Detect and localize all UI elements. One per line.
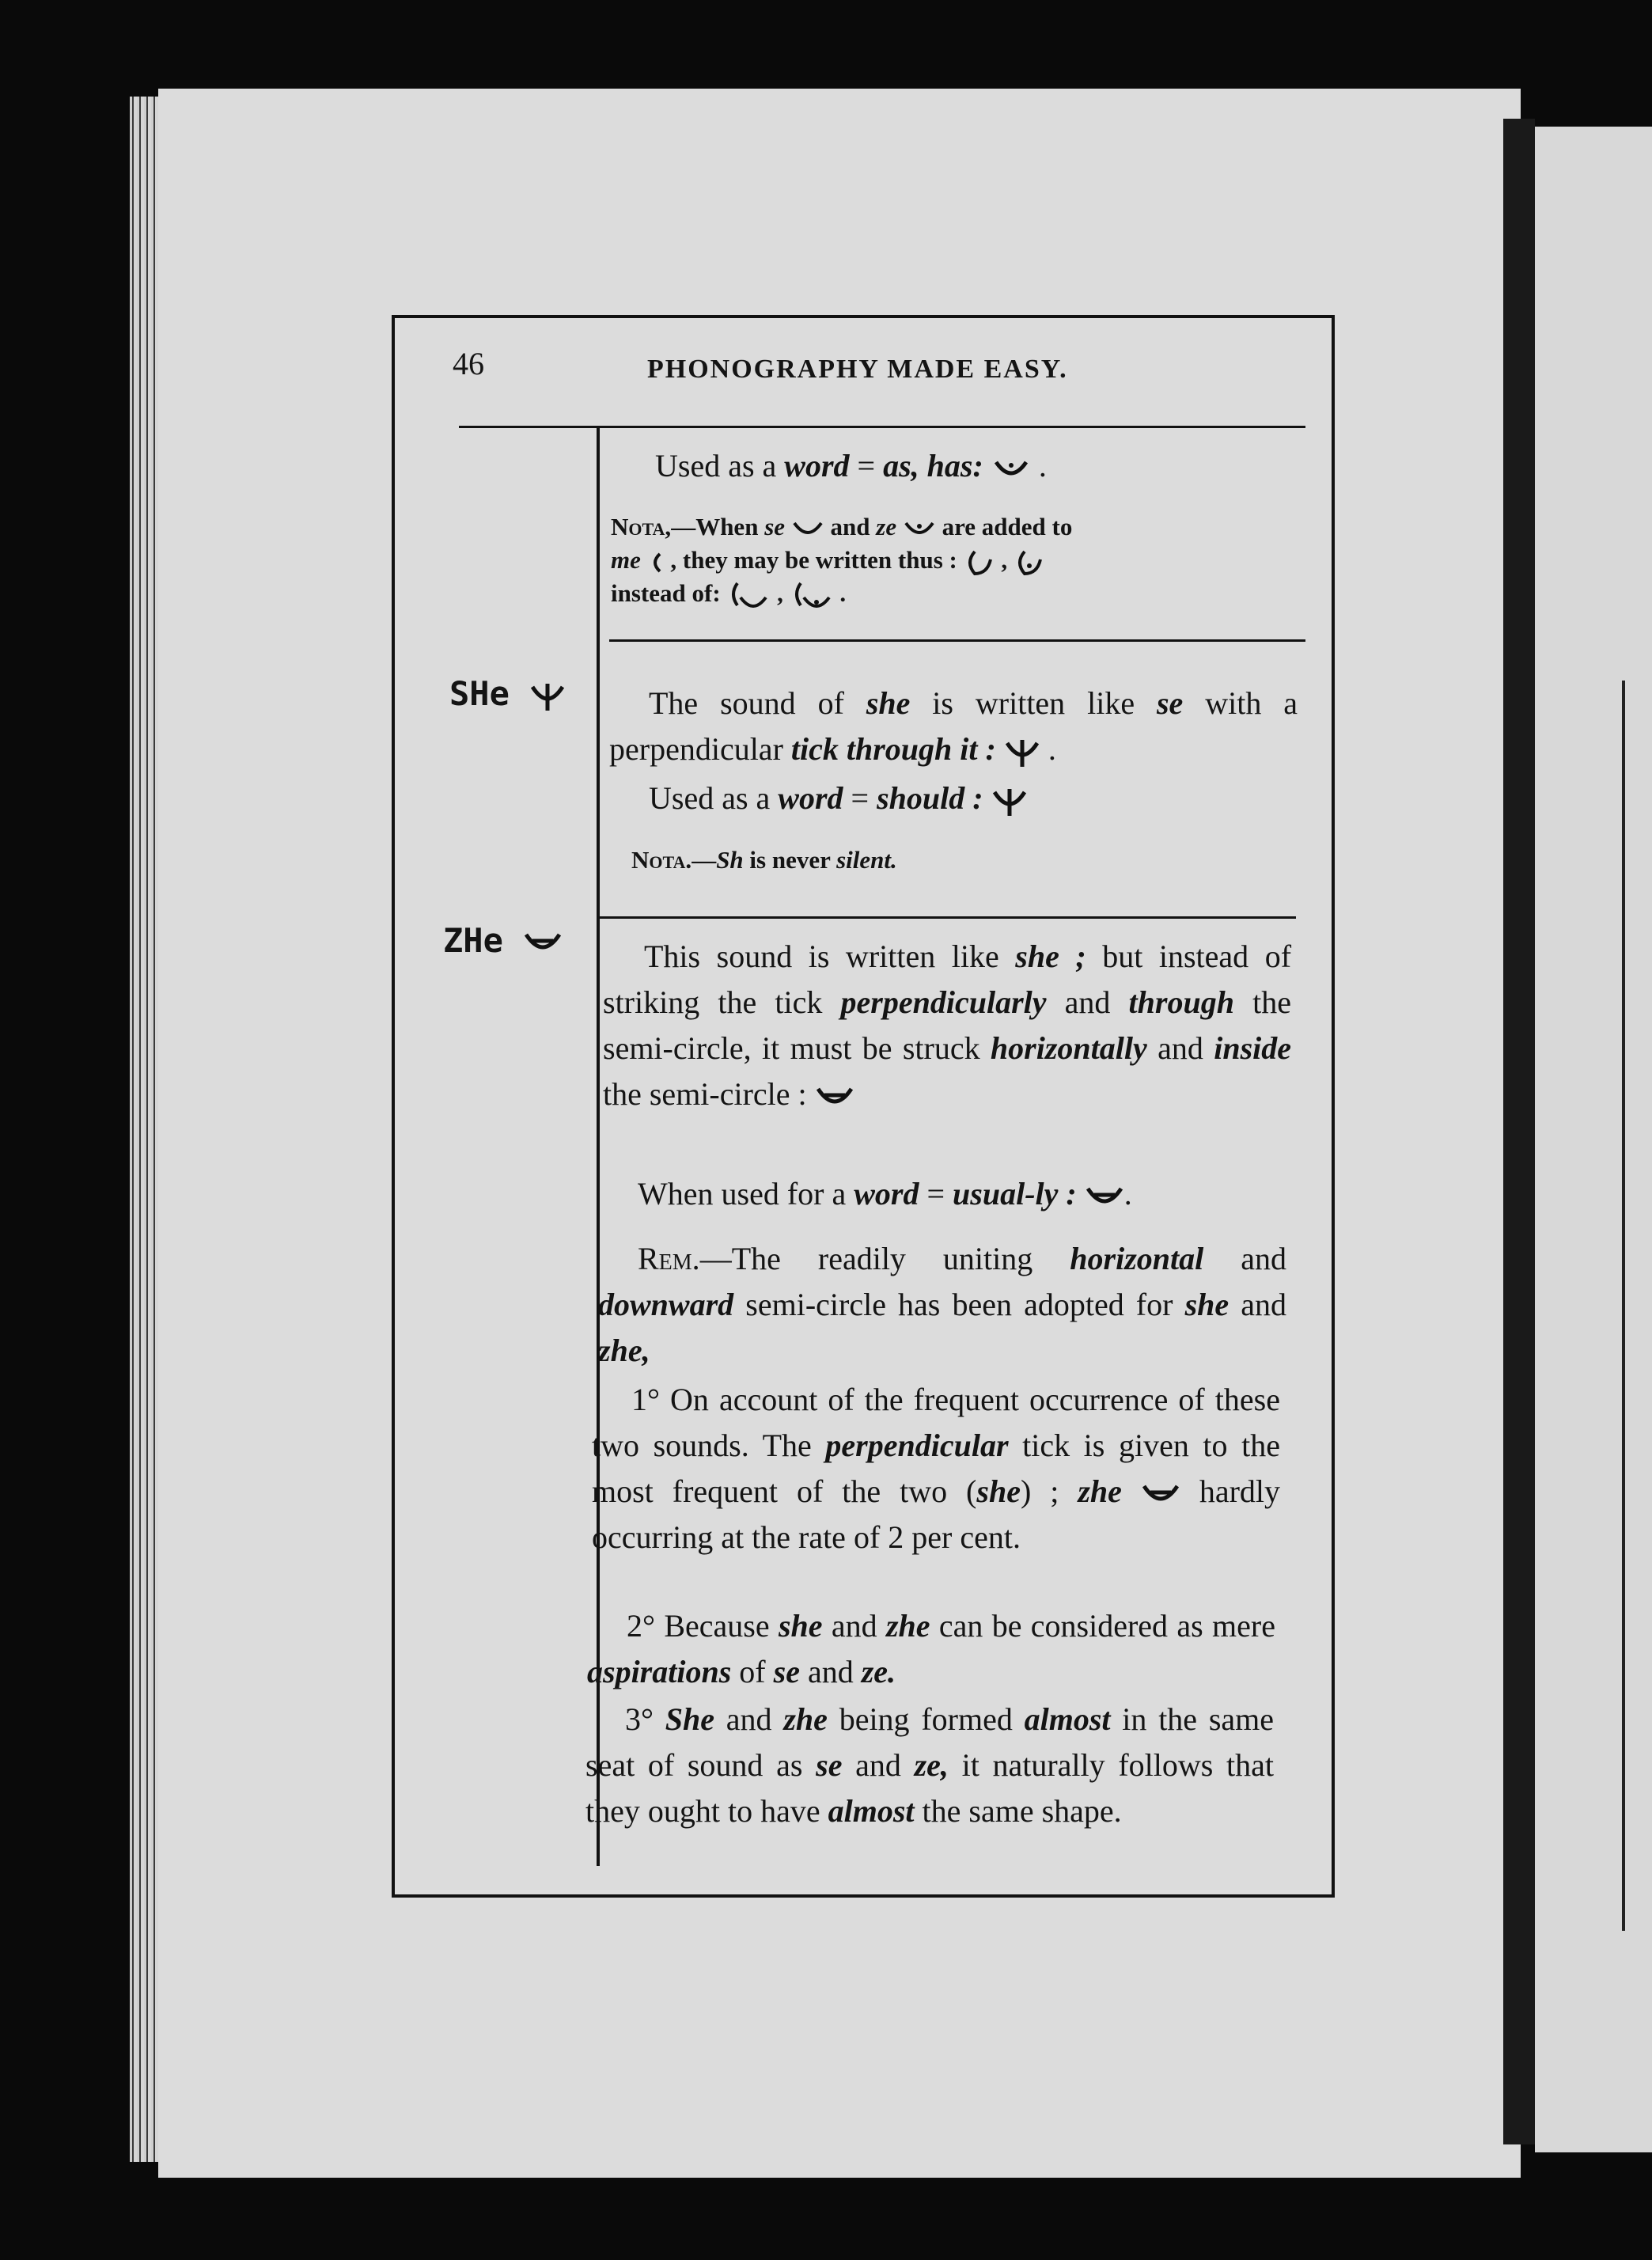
she-description: The sound of she is written like se with a perpendicular tick through it : . — [609, 685, 1298, 767]
zhe-symbol-icon — [815, 1084, 854, 1111]
se-symbol-icon — [791, 520, 824, 539]
me-symbol-icon — [647, 551, 665, 574]
zhe-symbol-icon — [1141, 1481, 1180, 1508]
zhe-description: This sound is written like she ; but instead of striking the tick perpendicularly and through the semi-circle, it must be struck horizontally and inside the semi-circle : — [603, 939, 1292, 1112]
section-rule-se — [609, 639, 1305, 642]
she-nota: Nota.—Sh is never silent. — [631, 846, 897, 874]
facing-page-rule — [1622, 681, 1625, 1931]
zhe-reason-2: 2° Because she and zhe can be considered as mere aspirations of se and ze. — [587, 1608, 1275, 1689]
she-symbol-icon — [1004, 737, 1040, 768]
me-ze-separate-icon — [790, 580, 834, 612]
she-symbol-icon — [529, 681, 566, 712]
zhe-symbol-icon — [1085, 1184, 1124, 1211]
section-rule-she — [600, 916, 1296, 919]
she-symbol-icon — [991, 786, 1028, 817]
zhe-reason-3: 3° She and zhe being formed almost in the same seat of sound as se and ze, it naturally follows that they ought to have almost the same shape. — [585, 1701, 1275, 1829]
me-se-separate-icon — [726, 580, 771, 612]
ze-symbol-icon — [903, 520, 936, 539]
me-ze-combined-icon — [1014, 548, 1045, 577]
ze-symbol-icon — [991, 457, 1031, 481]
se-used-as-word: Used as a word = as, has: . — [655, 448, 1047, 483]
book-gutter — [1503, 119, 1535, 2144]
zhe-label: ZHe — [443, 921, 563, 960]
se-nota: Nota,—When se and ze are added to me , they may be written thus : , instead of: , . — [611, 510, 1307, 612]
running-title: PHONOGRAPHY MADE EASY. — [647, 355, 1068, 384]
zhe-reason-1: 1° On account of the frequent occurrence of these two sounds. The perpendicular tick is given to the most frequent of the two (she) ; zhe hardly occurring at the rate of 2 per cent. — [592, 1382, 1281, 1555]
she-label: SHe — [449, 674, 566, 713]
me-se-combined-icon — [964, 548, 995, 577]
zhe-remark: Rem.—The readily uniting horizontal and downward semi-circle has been adopted for she and zhe, — [598, 1241, 1286, 1368]
zhe-symbol-icon — [523, 930, 563, 957]
she-used-as-word: Used as a word = should : — [649, 775, 1298, 821]
zhe-used-as-word: When used for a word = usual-ly : . — [638, 1176, 1132, 1212]
header-rule — [459, 426, 1305, 428]
facing-page — [1535, 127, 1652, 2152]
page-number: 46 — [453, 346, 484, 381]
